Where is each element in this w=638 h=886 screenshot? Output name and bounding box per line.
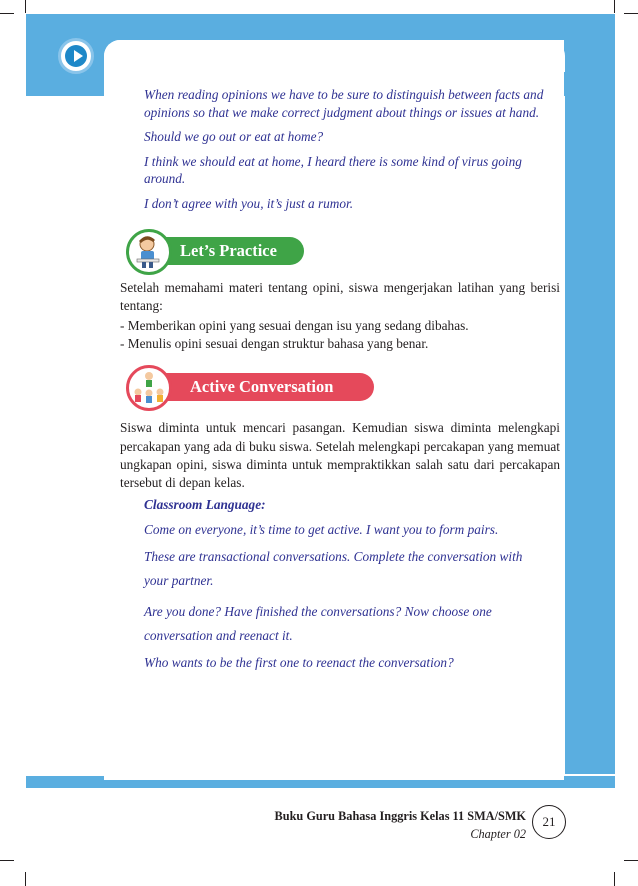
page-number: 21: [532, 805, 566, 839]
crop-mark: [0, 13, 14, 14]
page-content: [120, 86, 560, 679]
intro-line: I think we should eat at home, I heard there is some kind of virus going around.: [144, 153, 522, 187]
crop-mark: [614, 0, 615, 13]
lets-practice-description: Setelah memahami materi tentang opini, siswa mengerjakan latihan yang berisi tentang:: [120, 279, 560, 313]
list-item: - Memberikan opini yang sesuai dengan isu yang sedang dibahas.: [120, 317, 469, 333]
classroom-language-title: Classroom Language:: [144, 497, 266, 513]
intro-line: Should we go out or eat at home?: [144, 129, 324, 145]
lets-practice-label: Let’s Practice: [166, 237, 304, 265]
crop-mark: [25, 0, 26, 13]
classroom-language: [120, 496, 550, 672]
active-conversation-banner: [120, 365, 560, 409]
crop-mark: [25, 872, 26, 886]
reading-boy-icon: [126, 229, 172, 275]
intro-line: I don’t agree with you, it’s just a rumor.: [144, 195, 354, 211]
book-title: Buku Guru Bahasa Inggris Kelas 11 SMA/SMK: [274, 809, 526, 823]
active-conversation-label: Active Conversation: [166, 373, 374, 401]
crop-mark: [0, 860, 14, 861]
list-item: - Menulis opini sesuai dengan struktur bahasa yang benar.: [120, 336, 429, 352]
classroom-language-line: Are you done? Have finished the conversations? Now choose one conversation and reenact it.: [144, 603, 492, 643]
classroom-language-line: These are transactional conversations. Complete the conversation with your partner.: [144, 549, 523, 589]
lets-practice-list: [120, 317, 560, 353]
side-band: [565, 14, 615, 774]
people-group-icon: [126, 365, 172, 411]
crop-mark: [624, 860, 638, 861]
chapter-label: Chapter 02: [470, 827, 526, 841]
play-icon[interactable]: [58, 38, 94, 74]
lets-practice-banner: [120, 229, 560, 273]
classroom-language-line: Come on everyone, it’s time to get active. I want you to form pairs.: [144, 521, 499, 537]
crop-mark: [614, 872, 615, 886]
crop-mark: [624, 13, 638, 14]
footer: [275, 809, 526, 842]
intro-examples: [120, 86, 550, 213]
active-conversation-description: Siswa diminta untuk mencari pasangan. Kemudian siswa diminta melengkapi percakapan yang ada di buku siswa. Setelah melengkapi percakapan yang memuat ungkapan opini, siswa diminta untuk mempraktikkan salah satu dari percakapan tersebut di depan kelas.: [120, 420, 560, 490]
intro-line: When reading opinions we have to be sure to distinguish between facts and opinions so that we make correct judgment about things or issues at hand.: [144, 87, 544, 120]
classroom-language-line: Who wants to be the first one to reenact the conversation?: [144, 655, 454, 671]
